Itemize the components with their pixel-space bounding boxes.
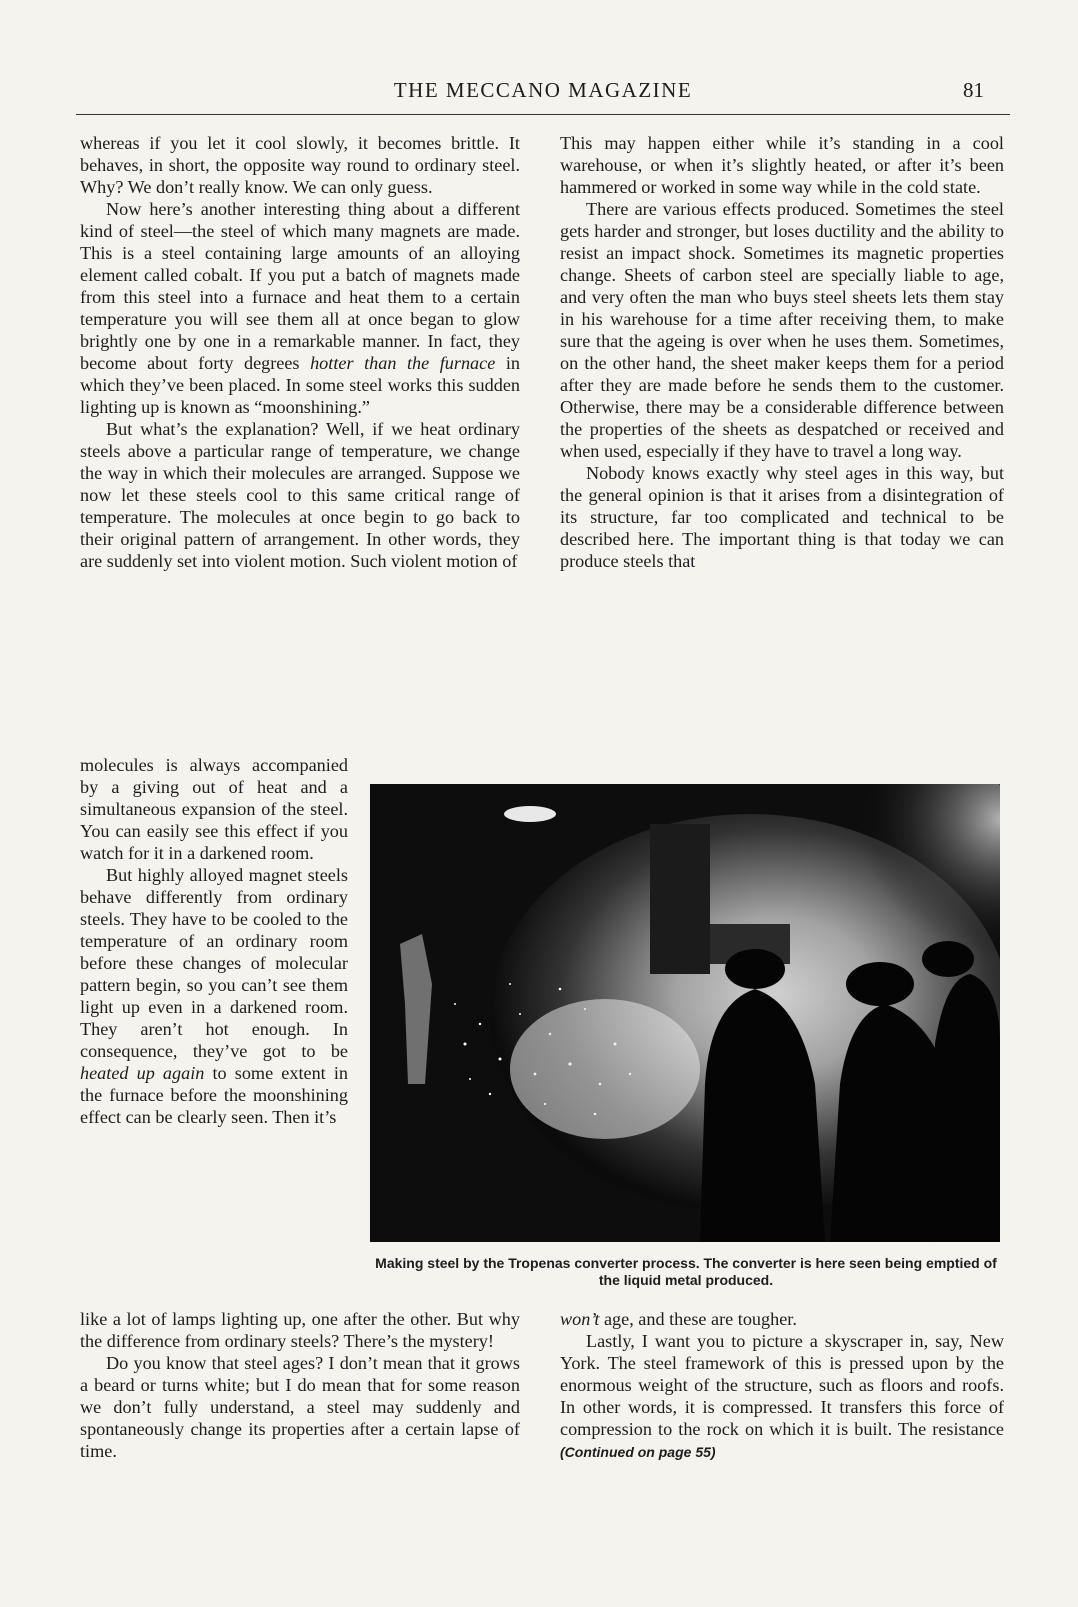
paragraph: molecules is always accompanied by a giving out of heat and a simultaneous expansion of the steel. You can easily see this effect if you watch for it in a darkened room. — [80, 755, 348, 863]
right-column-top — [560, 132, 1004, 572]
page-header — [76, 78, 1010, 108]
text-run: Now here’s another interesting thing about a different kind of steel—the steel of which many magnets are made. This is a steel containing large amounts of an alloying element called cobalt. If you put a batch of magnets made from this steel into a furnace and heat them to a certain temperature you will see them all at once began to glow brightly one by one in a remarkable manner. In fact, they become about forty degrees — [80, 199, 520, 373]
text-run: Lastly, I want you to picture a skyscraper in, say, New York. The steel framework of this is pressed upon by the enormous weight of the structure, such as floors and roofs. In other words, it is compressed. It transfers this force of compression to the rock on which it is built. The resistance — [560, 1331, 1004, 1439]
left-column-top — [80, 132, 520, 572]
right-column-bottom — [560, 1308, 1004, 1463]
worker-silhouettes — [700, 941, 1000, 1242]
paragraph: like a lot of lamps lighting up, one after the other. But why the difference from ordinary steels? There’s the mystery! — [80, 1309, 520, 1351]
text-run: age, and these are tougher. — [599, 1309, 797, 1329]
continued-note: (Continued on page 55) — [560, 1444, 716, 1460]
paragraph: There are various effects produced. Sometimes the steel gets harder and stronger, but loses ductility and the ability to resist an impact shock. Sometimes its magnetic properties change. Sheets of carbon steel are specially liable to age, and very often the man who buys steel sheets lets them stay in his warehouse for a time after receiving them, to make sure that the ageing is over when he uses them. Sometimes, on the other hand, the sheet maker keeps them for a period after they are made before he sends them to the customer. Otherwise, there may be a considerable difference between the properties of the sheets as despatched or received and when used, especially if they have to travel a long way. — [560, 199, 1004, 461]
paragraph: But what’s the explanation? Well, if we heat ordinary steels above a particular range of temperature, we change the way in which their molecules are arranged. Suppose we now let these steels cool to this same critical range of temperature. The molecules at once begin to go back to their original pattern of arrangement. In other words, they are suddenly set into violent motion. Such violent motion of — [80, 419, 520, 571]
paragraph: Nobody knows exactly why steel ages in this way, but the general opinion is that it arises from a disintegration of its structure, far too complicated and technical to be described here. The important thing is that today we can produce steels that — [560, 463, 1004, 571]
paragraph: whereas if you let it cool slowly, it becomes brittle. It behaves, in short, the opposite way round to ordinary steel. Why? We don’t really know. We can only guess. — [80, 133, 520, 197]
text-run: in which they’ve been placed. In some steel works this sudden lighting up is known as “moonshining.” — [80, 353, 520, 417]
photo-caption: Making steel by the Tropenas converter process. The converter is here seen being emptied of the liquid metal produced. — [375, 1255, 997, 1288]
left-column-bottom — [80, 1308, 520, 1462]
photo-illustration — [370, 784, 1000, 1242]
paragraph: This may happen either while it’s standing in a cool warehouse, or when it’s slightly heated, or after it’s been hammered or worked in some way while in the cold state. — [560, 133, 1004, 197]
page-number: 81 — [963, 78, 984, 102]
converter-photograph — [370, 784, 1000, 1242]
italic-text: heated up again — [80, 1063, 205, 1083]
italic-text: won’t — [560, 1309, 600, 1329]
paragraph — [80, 198, 520, 418]
paragraph: Do you know that steel ages? I don’t mean that it grows a beard or turns white; but I do mean that for some reason we don’t fully understand, a steel may suddenly and spontaneously change its properties after a certain lapse of time. — [80, 1353, 520, 1461]
paragraph — [560, 1308, 1004, 1330]
magazine-title: THE MECCANO MAGAZINE — [393, 78, 693, 102]
italic-text: hotter than the furnace — [310, 353, 496, 373]
text-run: But highly alloyed magnet steels behave differently from ordinary steels. They have to be cooled to the temperature of an ordinary room before these changes of molecular pattern begin, so you can’t see them light up even in a darkened room. They aren’t hot enough. In consequence, they’ve got to be — [80, 865, 348, 1061]
header-rule — [76, 114, 1010, 115]
text-run: to some extent in the furnace before the moonshining effect can be clearly seen. Then it’s — [80, 1063, 348, 1127]
left-column-narrow — [80, 754, 348, 1128]
paragraph — [560, 1330, 1004, 1463]
paragraph — [80, 864, 348, 1128]
